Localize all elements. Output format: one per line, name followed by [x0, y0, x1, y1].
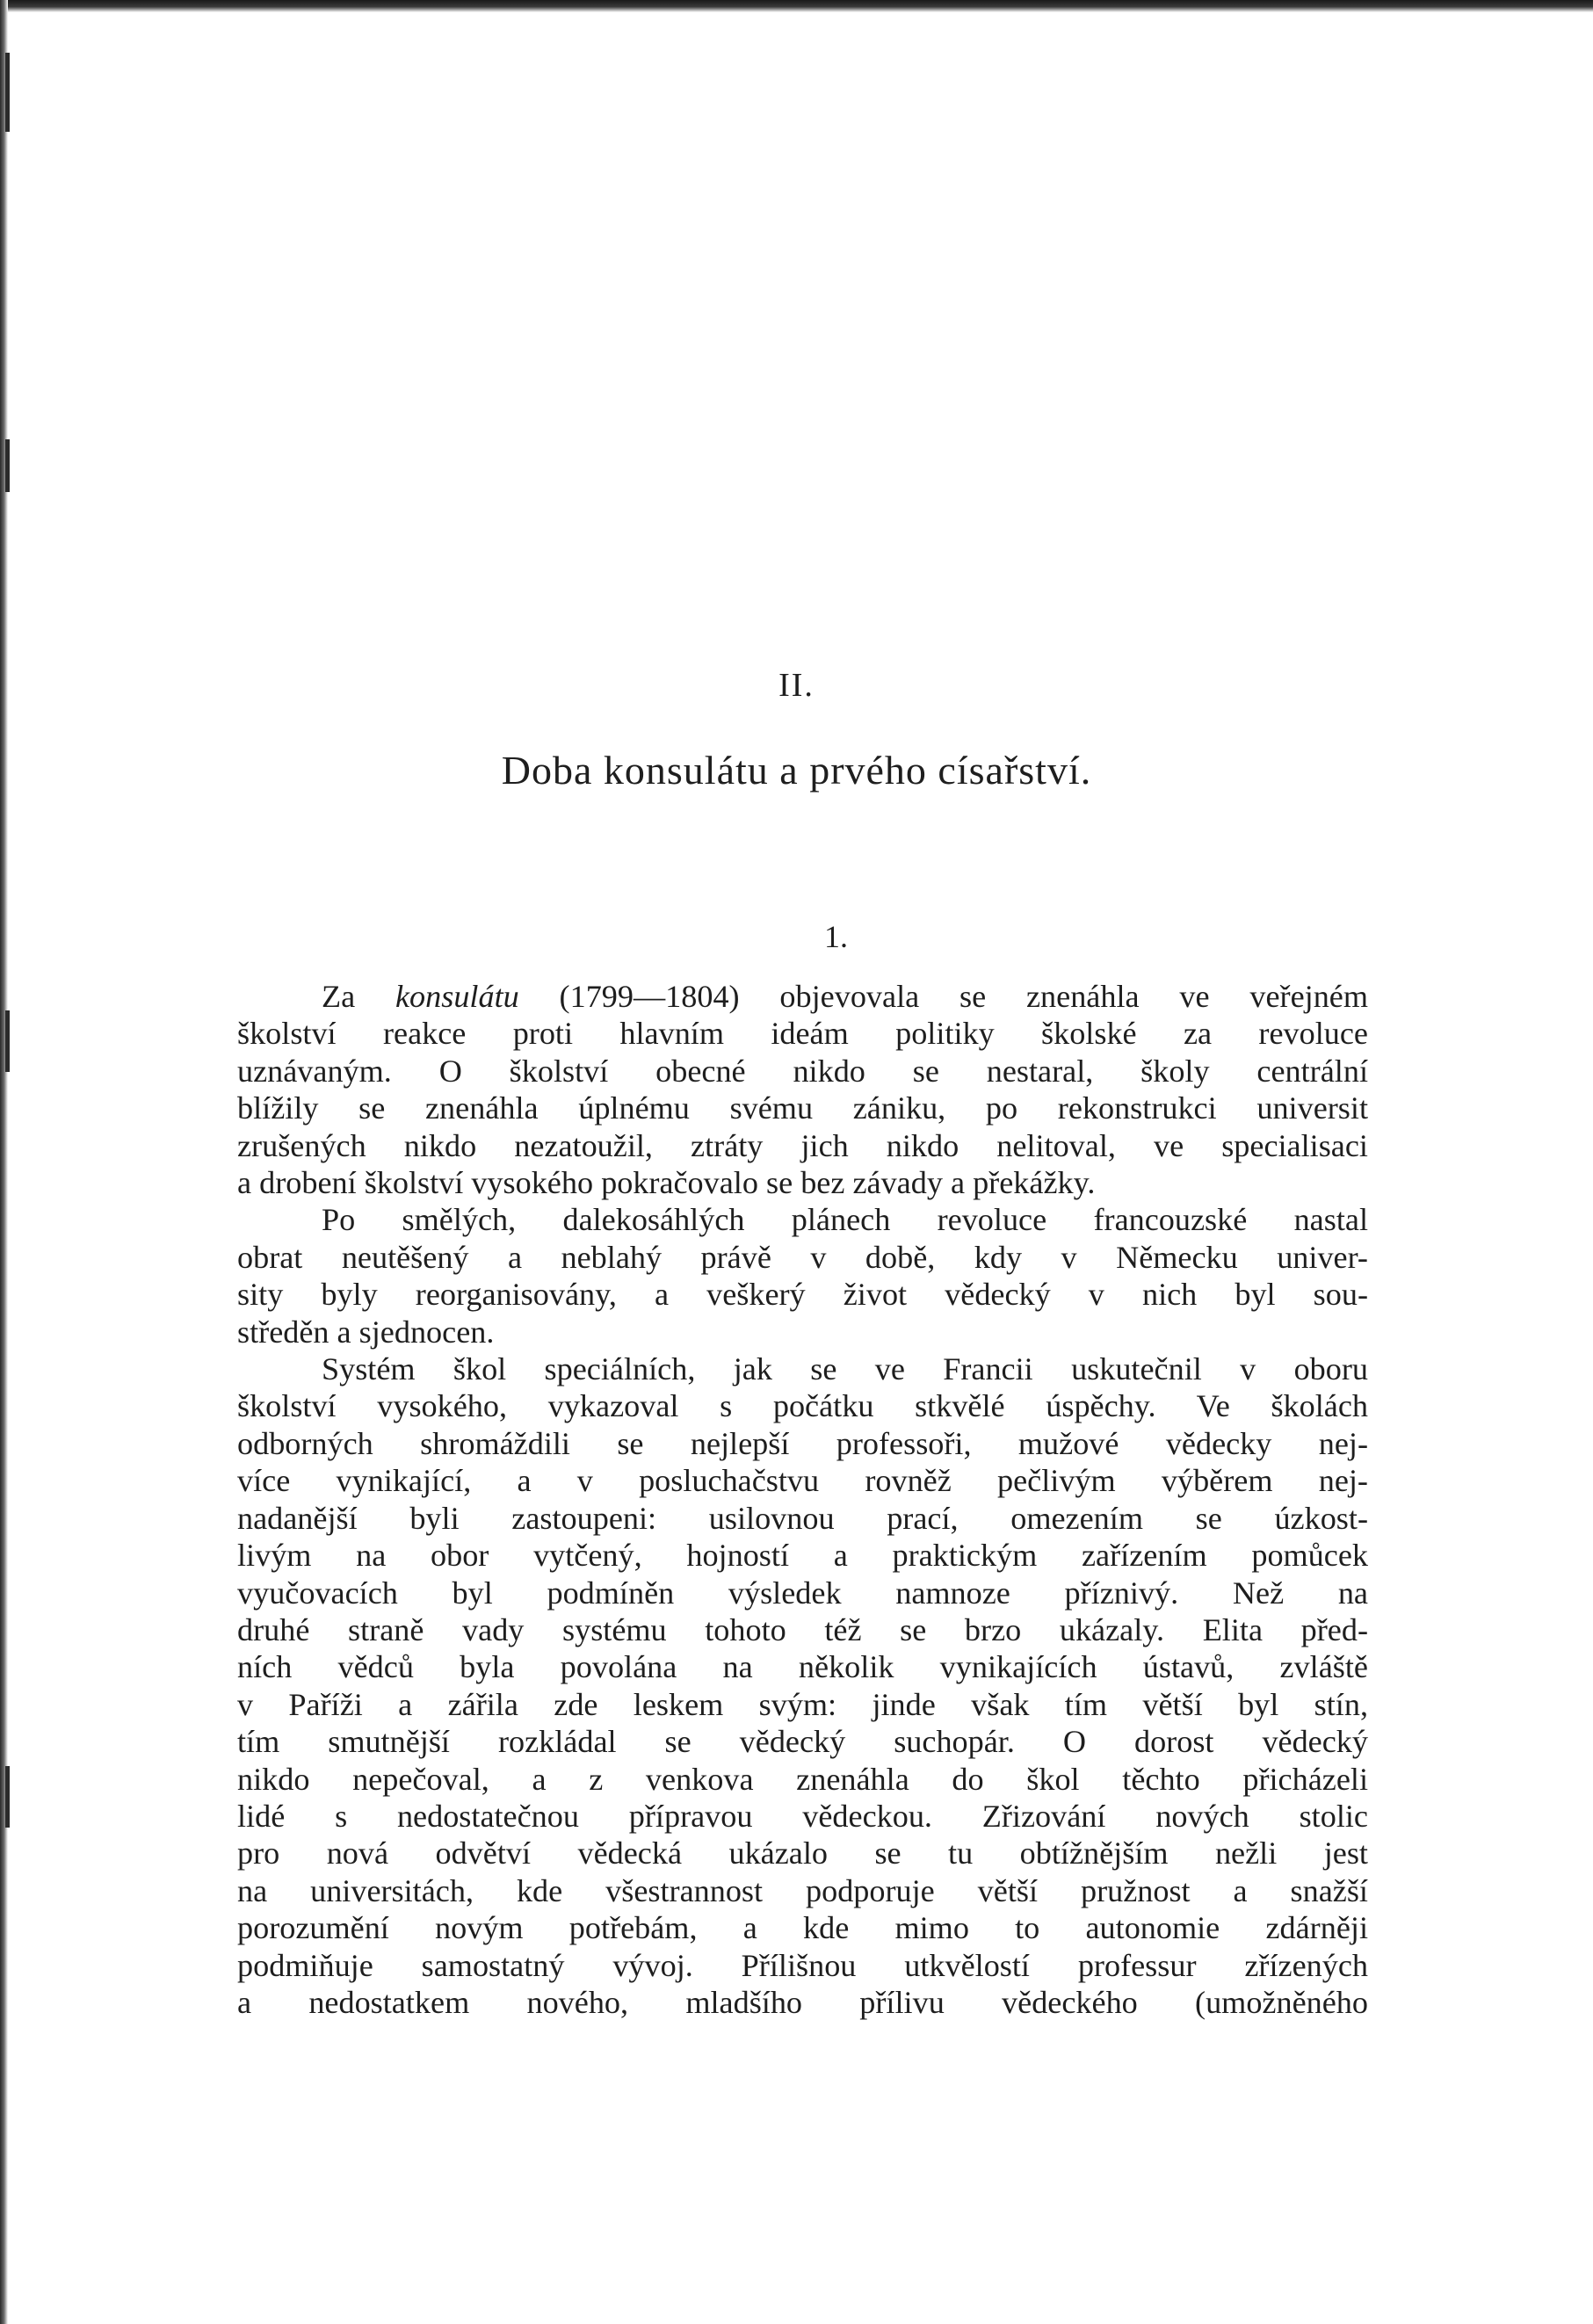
text-line: v Paříži a zářila zde leskem svým: jinde však tím větší byl stín, — [237, 1686, 1368, 1722]
text-line: Za konsulátu (1799—1804) objevovala se znenáhla ve veřejném — [322, 979, 1368, 1014]
text-line: zrušených nikdo nezatoužil, ztráty jich nikdo nelitoval, ve specialisaci — [237, 1127, 1368, 1163]
text-line: sity byly reorganisovány, a veškerý život vědecký v nich byl sou- — [237, 1277, 1368, 1313]
text-line: vyučovacích byl podmíněn výsledek namnoze příznivý. Než na — [237, 1575, 1368, 1611]
section-number: 1. — [824, 919, 848, 954]
text-line: blížily se znenáhla úplnému svému zániku, po rekonstrukci universit — [237, 1090, 1368, 1126]
text-line: lidé s nedostatečnou přípravou vědeckou. Zřizování nových stolic — [237, 1798, 1368, 1834]
text-line: školství reakce proti hlavním ideám politiky školské za revoluce — [237, 1016, 1368, 1052]
text-line: obrat neutěšený a neblahý právě v době, kdy v Německu univer- — [237, 1239, 1368, 1275]
emphasis-konsulatu: konsulátu — [395, 979, 519, 1014]
body-text — [237, 978, 1368, 2021]
paragraph — [237, 1201, 1368, 1350]
scan-edge-top — [0, 0, 1593, 12]
text-line: a drobení školství vysokého pokračovalo se bez závady a překážky. — [237, 1165, 1096, 1201]
text-line: středěn a sjednocen. — [237, 1314, 495, 1350]
text-line: na universitách, kde všestrannost podporuje větší pružnost a snažší — [237, 1872, 1368, 1908]
text-line: pro nová odvětví vědecká ukázalo se tu obtížnějším nežli jest — [237, 1835, 1368, 1872]
text-line: tím smutnější rozkládal se vědecký suchopár. O dorost vědecký — [237, 1724, 1368, 1760]
text-line: uznávaným. O školství obecné nikdo se nestaral, školy centrální — [237, 1053, 1368, 1089]
scan-mark — [5, 1766, 10, 1828]
scan-mark — [5, 439, 10, 492]
text-line: druhé straně vady systému tohoto též se brzo ukázaly. Elita před- — [237, 1611, 1368, 1647]
chapter-number: II. — [778, 667, 815, 704]
text-line: více vynikající, a v posluchačstvu rovněž pečlivým výběrem nej- — [237, 1463, 1368, 1499]
text-line: porozumění novým potřebám, a kde mimo to autonomie zdárněji — [237, 1910, 1368, 1946]
text-line: livým na obor vytčený, hojností a praktickým zařízením pomůcek — [237, 1538, 1368, 1574]
scan-mark — [5, 1010, 10, 1072]
text-line: nikdo nepečoval, a z venkova znenáhla do škol těchto přicházeli — [237, 1761, 1368, 1797]
text-line: školství vysokého, vykazoval s počátku stkvělé úspěchy. Ve školách — [237, 1388, 1368, 1424]
text-line: Po smělých, dalekosáhlých plánech revoluce francouzské nastal — [322, 1202, 1368, 1238]
chapter-title: Doba konsulátu a prvého císařství. — [501, 748, 1092, 793]
text-line: Systém škol speciálních, jak se ve Francii uskutečnil v oboru — [322, 1351, 1368, 1387]
text-line: odborných shromáždili se nejlepší professoři, mužové vědecky nej- — [237, 1425, 1368, 1461]
text-line: nadanější byli zastoupeni: usilovnou prací, omezením se úzkost- — [237, 1500, 1368, 1536]
paragraph — [237, 978, 1368, 1201]
paragraph — [237, 1350, 1368, 2021]
text-line: ních vědců byla povolána na několik vynikajících ústavů, zvláště — [237, 1649, 1368, 1685]
text-line: podmiňuje samostatný vývoj. Přílišnou utkvělostí professur zřízených — [237, 1947, 1368, 1983]
scan-mark — [5, 53, 10, 132]
scan-edge-left — [0, 0, 8, 2324]
text-line: a nedostatkem nového, mladšího přílivu vědeckého (umožněného — [237, 1984, 1368, 2020]
